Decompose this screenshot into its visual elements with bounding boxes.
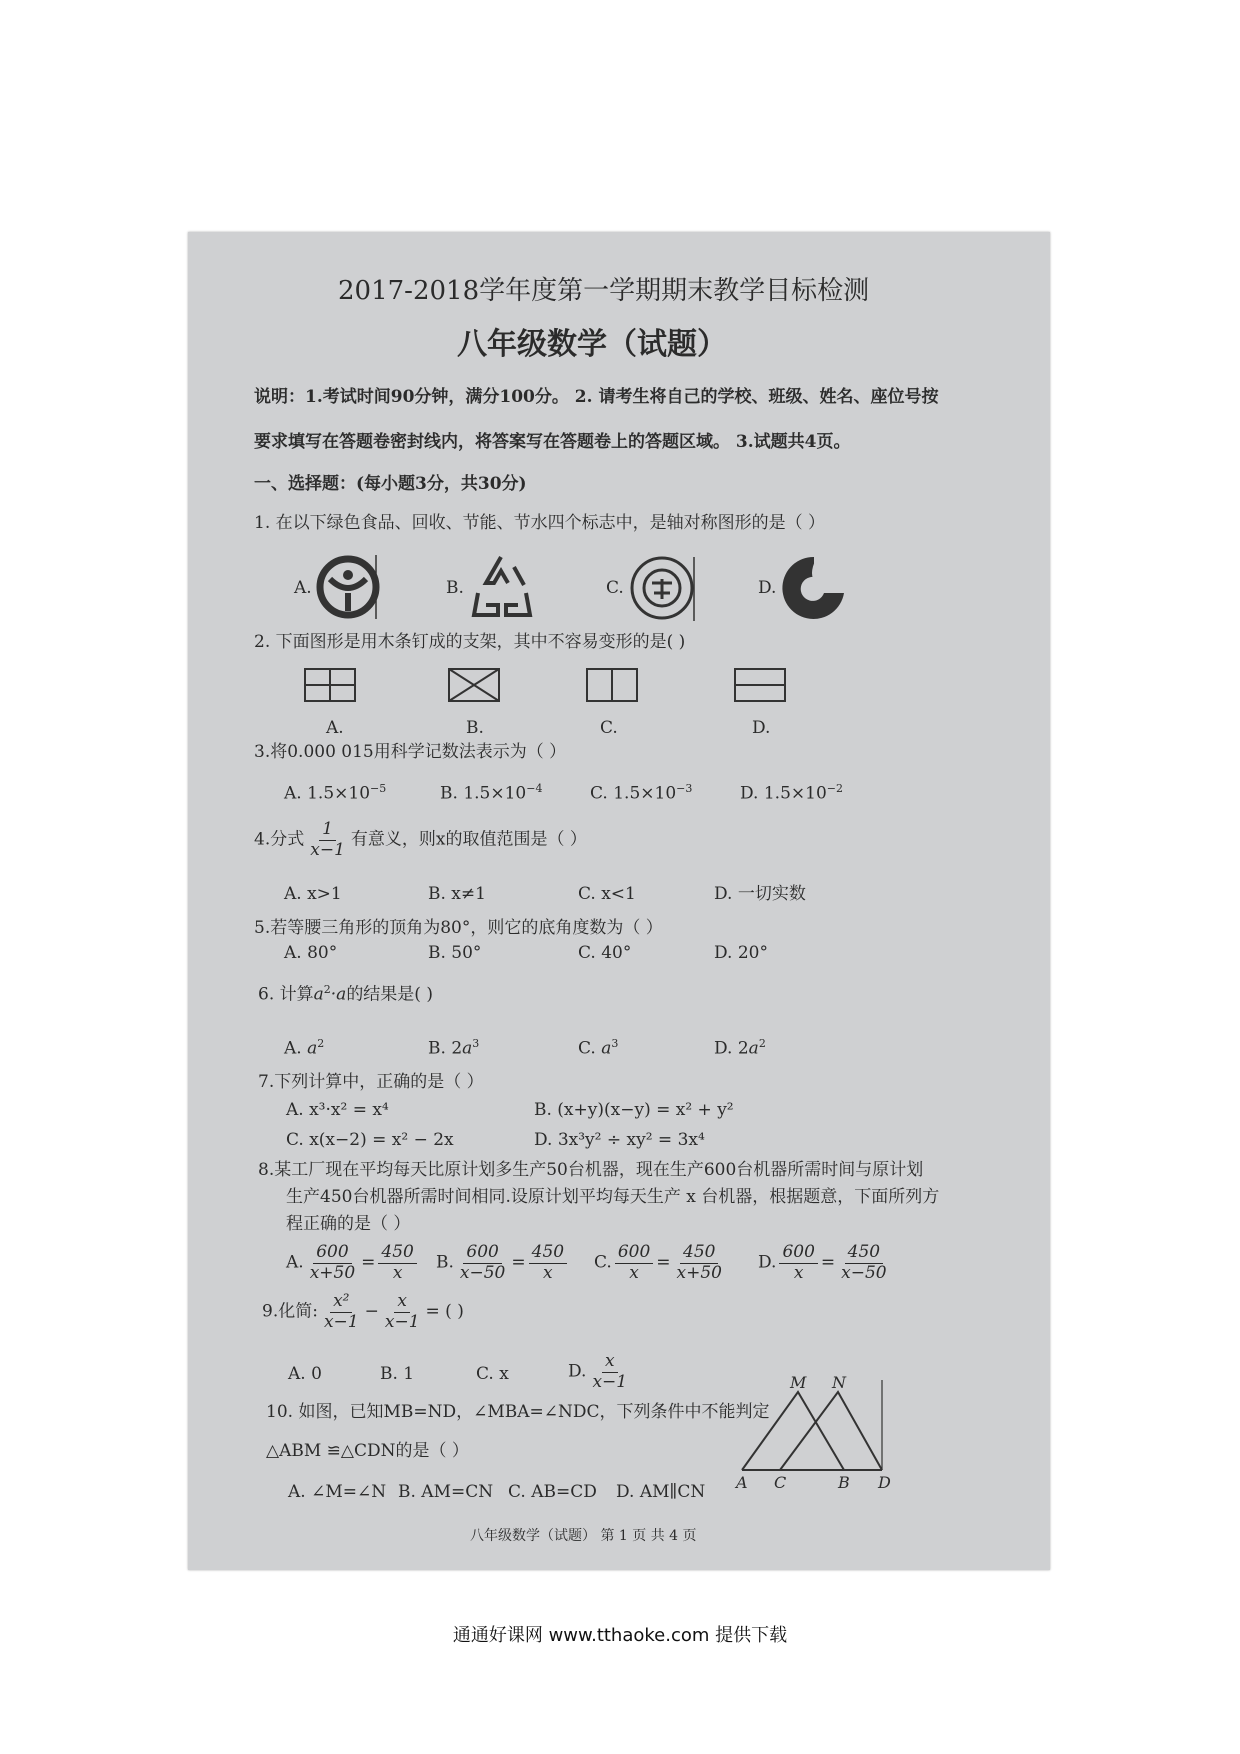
q2-option-a-label: A.: [326, 718, 344, 738]
site-footer: 通通好课网 www.tthaoke.com 提供下载: [452, 1625, 788, 1646]
frame-a-icon: [304, 668, 356, 702]
q1-option-c-label: C.: [606, 578, 624, 598]
frame-c-icon: [586, 668, 638, 702]
q5-stem: 5.若等腰三角形的顶角为80°，则它的底角度数为（ ）: [254, 918, 663, 938]
q9-option-a: A. 0: [288, 1364, 322, 1384]
q7-stem: 7.下列计算中，正确的是（ ）: [258, 1072, 484, 1092]
q3-option-c: C. $1.5\times 10^{-3}$: [590, 782, 693, 804]
q8-option-c: C. $\frac{600}{x}$ = $\frac{450}{x+50}$: [594, 1242, 722, 1283]
q8-line3: 程正确的是（ ）: [286, 1214, 411, 1234]
q6-option-d: D. $2a^2$: [714, 1037, 766, 1059]
q3-stem: 3.将0.000 015用科学记数法表示为（ ）: [254, 742, 567, 762]
point-m-label: M: [790, 1373, 807, 1392]
q6-option-c: C. $a^3$: [578, 1037, 619, 1059]
q4-stem: 4.分式 $\frac{1}{x-1}$ 有意义，则x的取值范围是（ ）: [254, 819, 587, 860]
q2-option-c-label: C.: [600, 718, 618, 738]
frame-d-icon: [734, 668, 786, 702]
water-saving-logo-icon: [780, 553, 848, 623]
q10-option-a: A. ∠M=∠N: [288, 1482, 387, 1502]
q8-option-d: D. $\frac{600}{x}$ = $\frac{450}{x-50}$: [758, 1242, 887, 1283]
green-food-logo-icon: [318, 553, 380, 621]
q10-option-d: D. AM∥CN: [616, 1482, 706, 1502]
q4-option-b: B. x≠1: [428, 884, 486, 904]
q2-option-d-label: D.: [752, 718, 771, 738]
q8-line2: 生产450台机器所需时间相同.设原计划平均每天生产 x 台机器，根据题意，下面所列方: [286, 1187, 940, 1207]
point-a-label: A: [736, 1473, 748, 1492]
q4-fraction: $\frac{1}{x-1}$: [310, 819, 345, 860]
q1-option-a-label: A.: [294, 578, 312, 598]
q6-option-a: A. $a^2$: [284, 1037, 325, 1059]
q10-triangle-diagram: [736, 1372, 896, 1492]
q7-option-b: B. (x+y)(x−y) = x² + y²: [534, 1100, 734, 1120]
q1-stem: 1. 在以下绿色食品、回收、节能、节水四个标志中，是轴对称图形的是（ ）: [254, 513, 826, 533]
q10-line2: △ABM ≌△CDN的是（ ）: [266, 1441, 469, 1461]
exam-subtitle: 八年级数学（试题）: [457, 327, 727, 362]
q3-option-b: B. $1.5\times 10^{-4}$: [440, 782, 543, 804]
q9-stem: 9.化简: $\frac{\text{x²}}{x-1}$ − $\frac{x}{x-1}$ = ( ): [262, 1291, 464, 1332]
q4-option-d: D. 一切实数: [714, 884, 806, 904]
point-n-label: N: [832, 1373, 846, 1392]
q2-stem: 2. 下面图形是用木条钉成的支架，其中不容易变形的是( ): [254, 632, 686, 652]
q1-option-d-label: D.: [758, 578, 777, 598]
q10-option-c: C. AB=CD: [508, 1482, 597, 1502]
q9-option-d: D. $\frac{x}{x-1}$: [568, 1351, 628, 1392]
frame-b-icon: [448, 668, 500, 702]
q8-line1: 8.某工厂现在平均每天比原计划多生产50台机器，现在生产600台机器所需时间与原计划: [258, 1160, 924, 1180]
q2-option-b-label: B.: [466, 718, 484, 738]
q10-line1: 10. 如图，已知MB=ND，∠MBA=∠NDC，下列条件中不能判定: [266, 1402, 770, 1422]
instructions-line2: 要求填写在答题卷密封线内，将答案写在答题卷上的答题区域。 3.试题共4页。: [254, 432, 851, 452]
q9-option-b: B. 1: [380, 1364, 415, 1384]
point-b-label: B: [838, 1473, 850, 1492]
q5-option-d: D. 20°: [714, 943, 768, 963]
q7-option-a: A. x³·x² = x⁴: [286, 1100, 389, 1120]
q10-option-b: B. AM=CN: [398, 1482, 494, 1502]
point-d-label: D: [878, 1473, 891, 1492]
q7-option-c: C. x(x−2) = x² − 2x: [286, 1130, 454, 1150]
exam-title: 2017-2018学年度第一学期期末教学目标检测: [338, 276, 870, 306]
q7-option-d: D. 3x³y² ÷ xy² = 3x⁴: [534, 1130, 705, 1150]
q5-option-c: C. 40°: [578, 943, 632, 963]
q3-option-a: A. $1.5\times 10^{-5}$: [284, 782, 387, 804]
page-number-footer: 八年级数学（试题） 第 1 页 共 4 页: [470, 1528, 697, 1544]
q5-option-a: A. 80°: [284, 943, 338, 963]
q5-option-b: B. 50°: [428, 943, 482, 963]
recycle-logo-icon: [470, 553, 532, 621]
q3-option-d: D. $1.5\times 10^{-2}$: [740, 782, 843, 804]
q8-option-b: B. $\frac{600}{x-50}$ = $\frac{450}{x}$: [436, 1243, 570, 1283]
q4-option-c: C. x<1: [578, 884, 636, 904]
q4-option-a: A. x>1: [284, 884, 342, 904]
point-c-label: C: [774, 1473, 787, 1492]
q1-option-b-label: B.: [446, 578, 464, 598]
q6-stem: 6. 计算$a^2\cdot a$的结果是( ): [258, 983, 433, 1005]
q9-option-c: C. x: [476, 1364, 509, 1384]
instructions-line1: 说明：1.考试时间90分钟，满分100分。 2. 请考生将自己的学校、班级、姓名、座位号按: [254, 387, 939, 407]
q6-option-b: B. $2a^3$: [428, 1037, 480, 1059]
energy-saving-logo-icon: [628, 553, 696, 623]
q8-option-a: A. $\frac{600}{x+50}$ = $\frac{450}{x}$: [286, 1243, 420, 1283]
section1-heading: 一、选择题：(每小题3分，共30分): [254, 474, 527, 494]
